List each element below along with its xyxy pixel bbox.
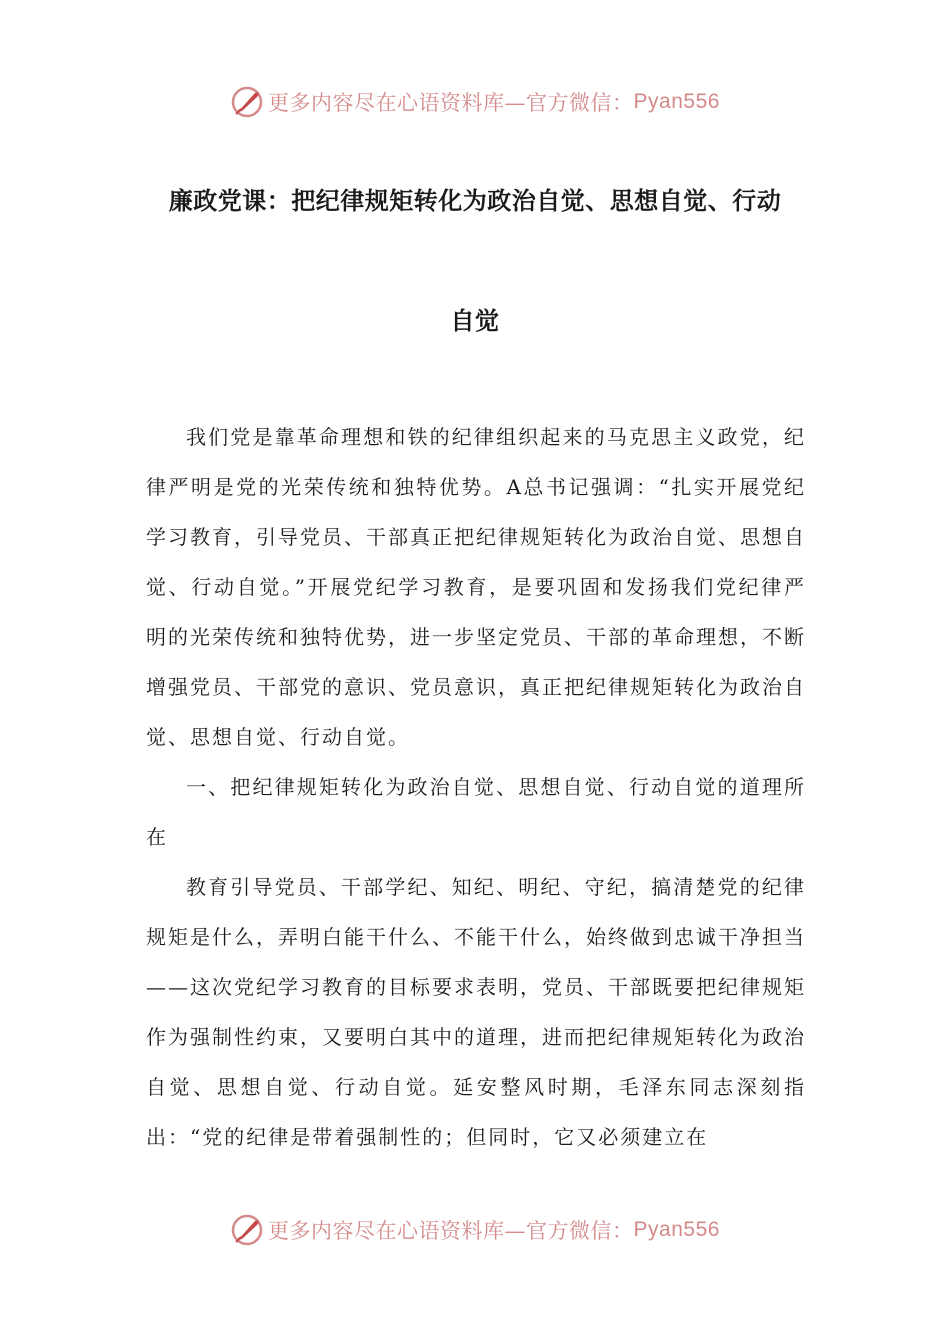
watermark-text: 更多内容尽在心语资料库—官方微信：	[268, 1219, 634, 1243]
document-title-line1: 廉政党课：把纪律规矩转化为政治自觉、思想自觉、行动	[168, 186, 782, 215]
document-body	[146, 412, 806, 1162]
quill-logo-icon	[230, 1213, 264, 1247]
paragraph-intro: 我们党是靠革命理想和铁的纪律组织起来的马克思主义政党，纪律严明是党的光荣传统和独特优势。A总书记强调：“扎实开展党纪学习教育，引导党员、干部真正把纪律规矩转化为政治自觉、思想自觉、行动自觉。”开展党纪学习教育，是要巩固和发扬我们党纪律严明的光荣传统和独特优势，进一步坚定党员、干部的革命理想，不断增强党员、干部党的意识、党员意识，真正把纪律规矩转化为政治自觉、思想自觉、行动自觉。	[146, 425, 806, 749]
watermark-text: 更多内容尽在心语资料库—官方微信：	[268, 91, 634, 115]
section-heading-1: 一、把纪律规矩转化为政治自觉、思想自觉、行动自觉的道理所在	[146, 775, 806, 849]
document-title-line2: 自觉	[450, 306, 500, 335]
footer-watermark	[0, 1210, 950, 1250]
header-watermark	[0, 82, 950, 122]
watermark-wechat-id: Pyan556	[633, 90, 720, 113]
quill-logo-icon	[230, 85, 264, 119]
paragraph-section-1: 教育引导党员、干部学纪、知纪、明纪、守纪，搞清楚党的纪律规矩是什么，弄明白能干什么、不能干什么，始终做到忠诚干净担当——这次党纪学习教育的目标要求表明，党员、干部既要把纪律规矩作为强制性约束，又要明白其中的道理，进而把纪律规矩转化为政治自觉、思想自觉、行动自觉。延安整风时期，毛泽东同志深刻指出：“党的纪律是带着强制性的；但同时，它又必须建立在	[146, 875, 806, 1149]
watermark-wechat-id: Pyan556	[633, 1218, 720, 1241]
